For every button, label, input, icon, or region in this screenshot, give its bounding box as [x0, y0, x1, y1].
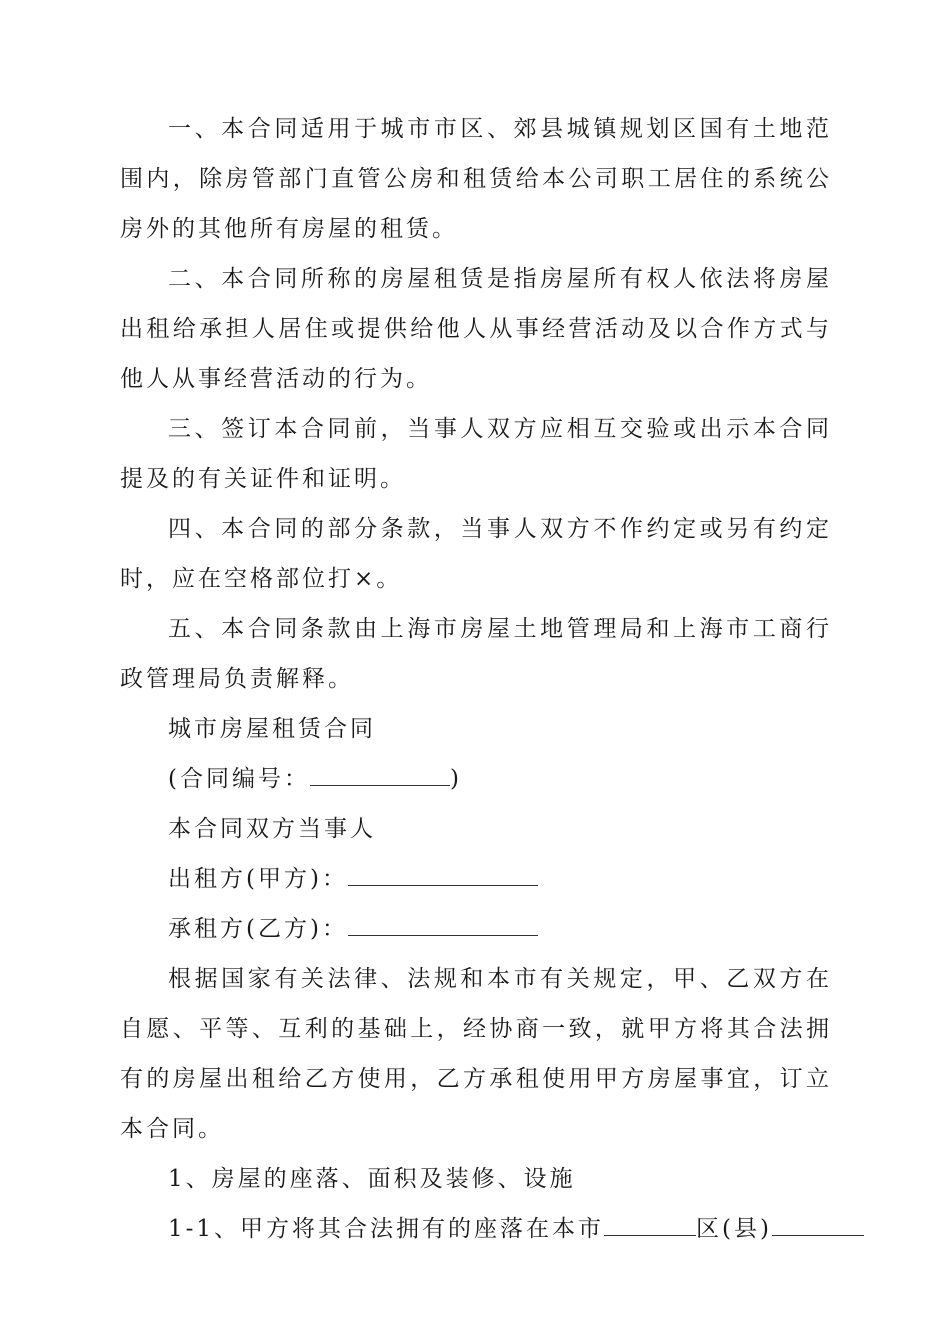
contract-number-close: ): [449, 766, 462, 792]
contract-title: 城市房屋租赁合同: [168, 716, 376, 742]
lessee-label: 承租方(乙方)：: [168, 916, 348, 942]
lessor-line: [120, 854, 832, 904]
clause-1-1-district: 区(县): [696, 1216, 772, 1242]
county-blank: [772, 1213, 864, 1236]
note-paragraph-1: 一、本合同适用于城市市区、郊县城镇规划区国有土地范围内，除房管部门直管公房和租赁给本公司职工居住的系统公房外的其他所有房屋的租赁。: [120, 116, 832, 242]
note-paragraph-3: 三、签订本合同前，当事人双方应相互交验或出示本合同提及的有关证件和证明。: [120, 416, 832, 492]
note-paragraph-2: 二、本合同所称的房屋租赁是指房屋所有权人依法将房屋出租给承担人居住或提供给他人从事经营活动及以合作方式与他人从事经营活动的行为。: [120, 266, 832, 392]
clause-1-1-prefix: 1-1、甲方将其合法拥有的座落在本市: [168, 1216, 605, 1242]
clause-1-1-line: [120, 1204, 832, 1254]
section-1-heading: 1、房屋的座落、面积及装修、设施: [168, 1166, 576, 1192]
parties-heading: 本合同双方当事人: [168, 816, 376, 842]
district-blank: [604, 1213, 696, 1236]
lessee-blank: [348, 913, 538, 936]
note-paragraph-5: 五、本合同条款由上海市房屋土地管理局和上海市工商行政管理局负责解释。: [120, 616, 832, 692]
note-paragraph-4: 四、本合同的部分条款，当事人双方不作约定或另有约定时，应在空格部位打×。: [120, 516, 832, 592]
contract-number-line: [120, 754, 832, 804]
lessor-blank: [348, 863, 538, 886]
document-page: [120, 104, 832, 1254]
preamble-paragraph: 根据国家有关法律、法规和本市有关规定，甲、乙双方在自愿、平等、互利的基础上，经协商一致，就甲方将其合法拥有的房屋出租给乙方使用，乙方承租使用甲方房屋事宜，订立本合同。: [120, 966, 832, 1142]
contract-number-label: (合同编号：: [168, 766, 310, 792]
contract-number-blank: [310, 763, 450, 786]
lessor-label: 出租方(甲方)：: [168, 866, 348, 892]
lessee-line: [120, 904, 832, 954]
